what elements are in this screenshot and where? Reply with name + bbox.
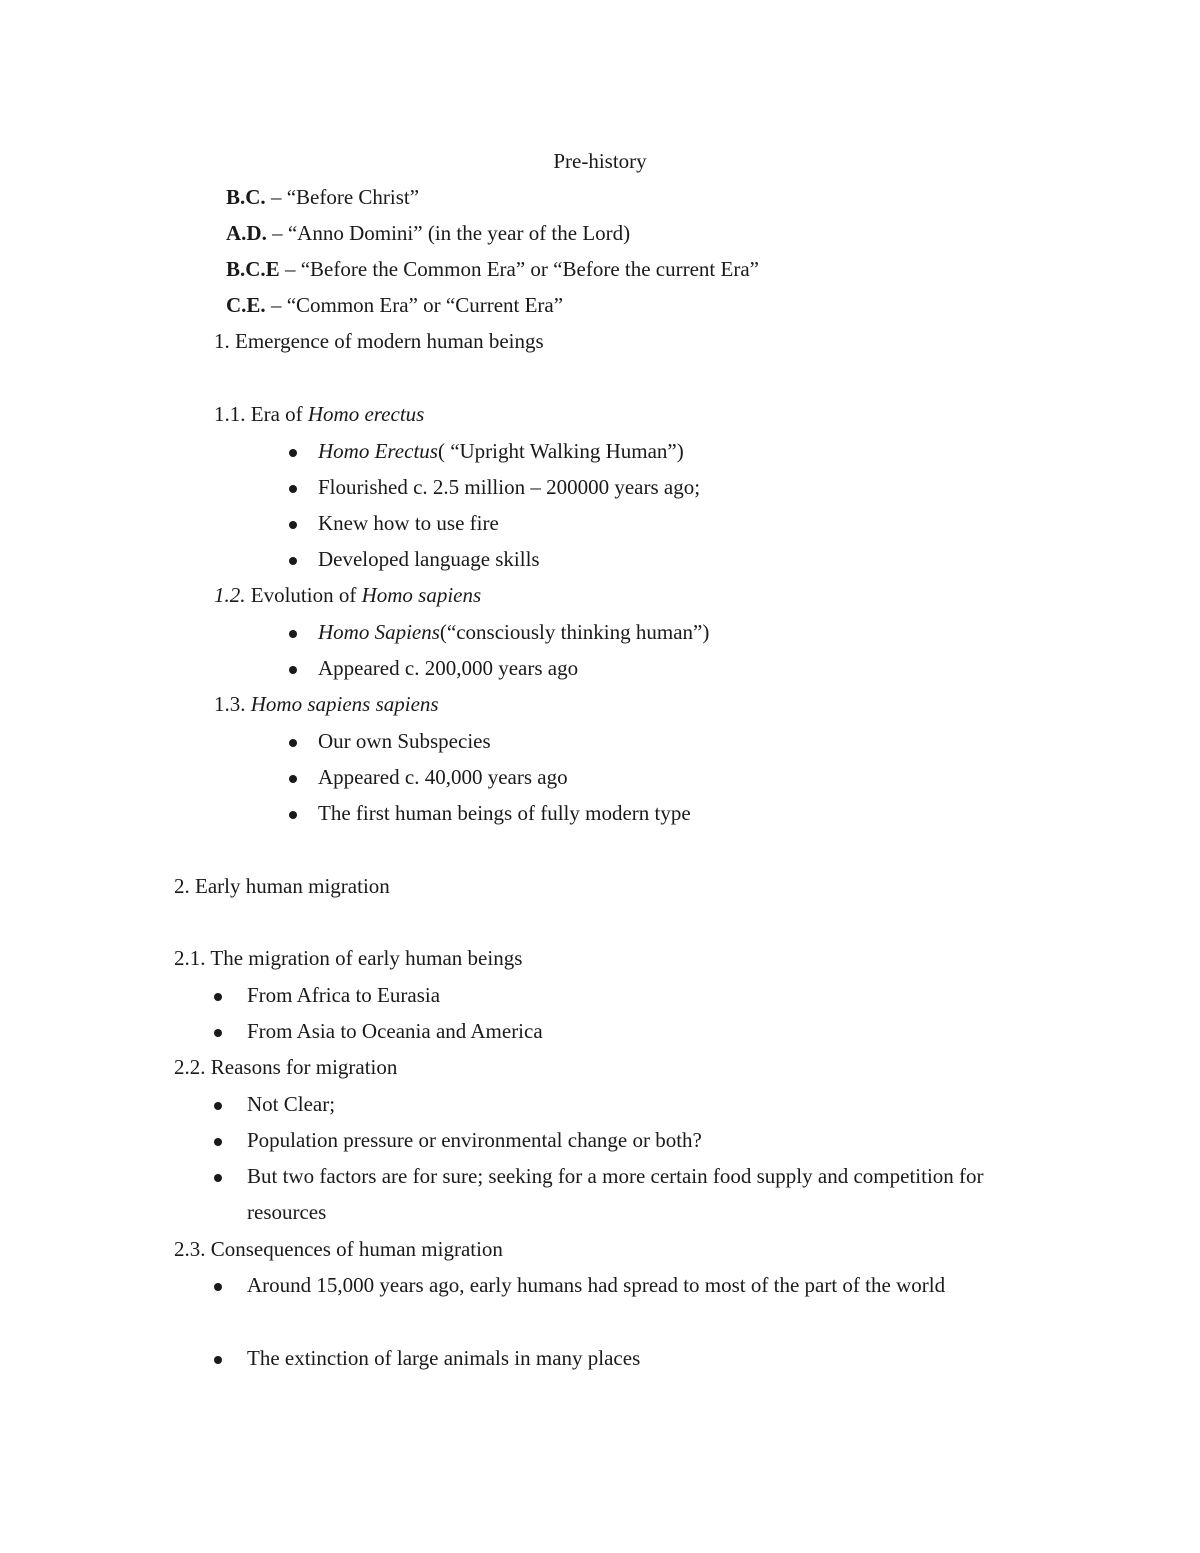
item-italic: Homo Sapiens bbox=[318, 620, 440, 644]
bullet-icon bbox=[289, 485, 297, 493]
heading-prefix: 1.3. bbox=[214, 692, 251, 716]
abbr-term: B.C.E bbox=[226, 257, 280, 281]
bullet-icon bbox=[214, 1029, 222, 1037]
item-italic: Homo Erectus bbox=[318, 439, 438, 463]
bullet-icon bbox=[289, 739, 297, 747]
abbr-term: A.D. bbox=[226, 221, 267, 245]
bullet-icon bbox=[214, 1283, 222, 1291]
list-item: From Asia to Oceania and America bbox=[247, 1019, 543, 1043]
list-item: Around 15,000 years ago, early humans had spread to most of the part of the world bbox=[247, 1273, 946, 1297]
list-item: Not Clear; bbox=[247, 1092, 336, 1116]
section-1-3-heading bbox=[214, 690, 439, 718]
list-item: Knew how to use fire bbox=[318, 511, 499, 535]
bullet-icon bbox=[214, 993, 222, 1001]
list-item: Flourished c. 2.5 million – 200000 years ago; bbox=[318, 475, 701, 499]
heading-number: 1.2. bbox=[214, 583, 246, 607]
list-item: From Africa to Eurasia bbox=[247, 983, 441, 1007]
list-item: Our own Subspecies bbox=[318, 729, 491, 753]
abbr-definition: – “Before Christ” bbox=[265, 185, 420, 209]
bullet-icon bbox=[214, 1102, 222, 1110]
abbreviation-bce bbox=[226, 255, 759, 283]
list-item: Population pressure or environmental change or both? bbox=[247, 1128, 702, 1152]
list-item: The first human beings of fully modern type bbox=[318, 801, 691, 825]
abbr-term: B.C. bbox=[226, 185, 266, 209]
bullet-icon bbox=[289, 666, 297, 674]
bullet-icon bbox=[289, 630, 297, 638]
abbr-definition: – “Before the Common Era” or “Before the current Era” bbox=[279, 257, 759, 281]
section-2-heading: 2. Early human migration bbox=[174, 874, 390, 898]
list-item: Appeared c. 40,000 years ago bbox=[318, 765, 568, 789]
heading-italic: Homo erectus bbox=[307, 402, 425, 426]
section-2-3-heading: 2.3. Consequences of human migration bbox=[174, 1237, 503, 1261]
bullet-icon bbox=[214, 1356, 222, 1364]
item-text: ( “Upright Walking Human”) bbox=[437, 439, 684, 463]
abbr-term: C.E. bbox=[226, 293, 266, 317]
section-2-2-heading: 2.2. Reasons for migration bbox=[174, 1055, 398, 1079]
bullet-icon bbox=[214, 1138, 222, 1146]
bullet-icon bbox=[289, 775, 297, 783]
section-2-1-heading: 2.1. The migration of early human beings bbox=[174, 946, 523, 970]
list-item: Developed language skills bbox=[318, 547, 540, 571]
section-1-2-heading bbox=[214, 581, 481, 609]
list-item bbox=[318, 618, 709, 646]
list-item: The extinction of large animals in many places bbox=[247, 1346, 641, 1370]
bullet-icon bbox=[289, 811, 297, 819]
page-title: Pre-history bbox=[553, 149, 647, 173]
section-1-1-heading bbox=[214, 400, 424, 428]
heading-italic: Homo sapiens sapiens bbox=[250, 692, 439, 716]
abbr-definition: – “Anno Domini” (in the year of the Lord) bbox=[266, 221, 631, 245]
bullet-icon bbox=[289, 557, 297, 565]
heading-prefix: Evolution of bbox=[245, 583, 362, 607]
abbreviation-ad bbox=[226, 219, 630, 247]
list-item: But two factors are for sure; seeking for a more certain food supply and competition for resources bbox=[247, 1164, 984, 1224]
section-1-heading: 1. Emergence of modern human beings bbox=[214, 329, 544, 353]
bullet-icon bbox=[289, 521, 297, 529]
item-text: (“consciously thinking human”) bbox=[439, 620, 710, 644]
heading-italic: Homo sapiens bbox=[361, 583, 482, 607]
list-item: Appeared c. 200,000 years ago bbox=[318, 656, 579, 680]
abbreviation-ce bbox=[226, 291, 563, 319]
bullet-icon bbox=[214, 1174, 222, 1182]
list-item bbox=[318, 437, 684, 465]
bullet-icon bbox=[289, 449, 297, 457]
abbr-definition: – “Common Era” or “Current Era” bbox=[265, 293, 564, 317]
abbreviation-bc bbox=[226, 183, 419, 211]
heading-prefix: 1.1. Era of bbox=[214, 402, 308, 426]
